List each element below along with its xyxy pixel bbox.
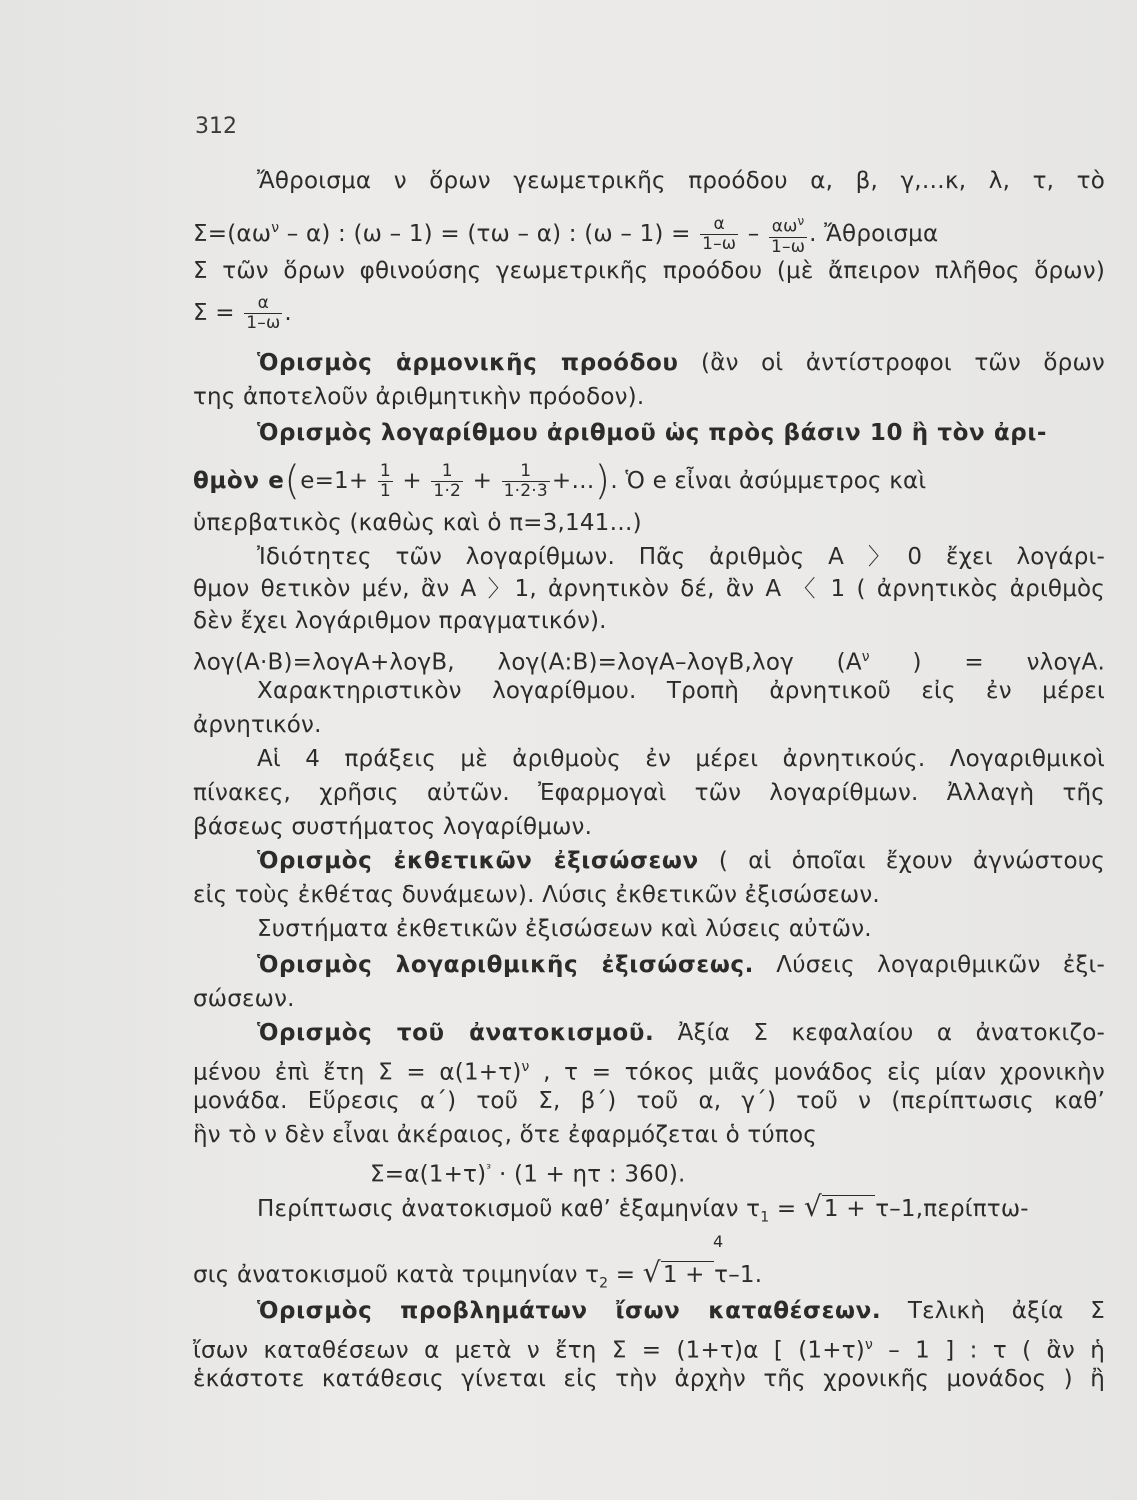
formula-line [193,294,1105,333]
text: . Ὁ e εἶναι ἀσύμμετρος καὶ [610,468,927,494]
text-line: ἀρνητικόν. [193,712,322,738]
formula-text: λογ(Α·Β)=λογΑ+λογΒ, λογ(Α:Β)=λογΑ–λογΒ,λογ (Α [193,649,862,676]
fraction: $\frac{\alpha}{1-\omega}$ [246,293,281,333]
radicand: 1 + [823,1196,874,1222]
paren: ) [594,458,611,504]
text-line: εἰς τοὺς ἐκθέτας δυνάμεων). Λύσις ἐκθετικῶν ἐξισώσεων. [193,882,880,908]
formula-text: , τ = τόκος μιᾶς μονάδος εἰς μίαν χρονικὴν [529,1059,1106,1086]
exponent: ν [271,220,280,237]
formula-text: ) = νλογΑ. [869,649,1105,676]
text-line: πίνακες, χρῆσις αὐτῶν. Ἐφαρμογαὶ τῶν λογαρίθμων. Ἀλλαγὴ τῆς [193,780,1105,806]
section-heading: θμὸν e [193,468,285,494]
section-heading: Ὁρισμὸς λογαριθμικῆς ἐξισώσεως. [257,952,754,978]
formula-text: = [769,1196,804,1222]
formula-text: +… [551,468,595,494]
exponent: ν [861,649,870,665]
radicand: 1 + [662,1262,713,1288]
paren: ( [284,458,301,504]
formula-text: = [608,1262,643,1288]
heading-line [257,1018,1105,1048]
radical-sign: √ [803,1190,822,1223]
text-line: Αἱ 4 πράξεις μὲ ἀριθμοὺς ἐν μέρει ἀρνητικούς. Λογαριθμικοὶ [257,746,1105,772]
fraction: $\frac{1}{1\cdot 2\cdot 3}$ [503,461,548,501]
formula-line [193,1052,1105,1088]
exponent: ν [864,1337,873,1353]
formula-text: + [402,468,422,494]
formula-text: . [284,300,292,326]
page-number: 312 [195,114,237,139]
text-line: σώσεων. [193,986,295,1012]
text-line: ἣν τὸ ν δὲν εἶναι ἀκέραιος, ὅτε ἐφαρμόζεται ὁ τύπος [193,1122,817,1148]
formula-text: σις ἀνατοκισμοῦ κατὰ τριμηνίαν τ [193,1262,600,1288]
heading-line [257,950,1105,980]
formula-line [370,1154,970,1190]
formula-line [193,458,1105,504]
heading-line [257,418,1105,448]
root-index: 4 [713,1232,724,1251]
fraction: $\frac{1}{1}$ [379,461,391,501]
section-heading: Ὁρισμὸς ἐκθετικῶν ἐξισώσεων [257,848,699,874]
text-line: Συστήματα ἐκθετικῶν ἐξισώσεων καὶ λύσεις αὐτῶν. [257,916,872,942]
formula-text: Σ=(αω [193,220,272,247]
formula-text: . Ἄθροισμα [809,220,939,247]
text-line: Χαρακτηριστικὸν λογαρίθμου. Τροπὴ ἀρνητικοῦ εἰς ἐν μέρει [257,678,1105,704]
formula-text: Περίπτωσις ἀνατοκισμοῦ καθ’ ἑξαμηνίαν τ [257,1196,761,1222]
heading-line [257,1296,1105,1326]
formula-text: ἴσων καταθέσεων α μετὰ ν ἔτη Σ = (1+τ)α [ (1+τ) [193,1337,865,1364]
text-line: ἑκάστοτε κατάθεσις γίνεται εἰς τὴν ἀρχὴν τῆς χρονικῆς μονάδος ) ἢ [193,1366,1105,1392]
formula-text: – [747,220,760,247]
heading-line [257,348,1105,378]
formula-line [257,1192,1105,1233]
formula-text: – 1 ] : τ ( ἂν ἡ [872,1337,1105,1364]
radical-sign: √ [642,1256,661,1289]
section-heading: Ὁρισμὸς προβλημάτων ἴσων καταθέσεων. [257,1298,882,1324]
formula-text: Σ = [193,300,235,326]
formula-line [193,1258,1105,1299]
formula-line [193,1330,1105,1366]
formula-text: τ–1. [714,1262,763,1288]
formula-text: · (1 + ητ : 360). [491,1161,686,1188]
formula-line [193,212,1105,257]
formula-line [193,642,1105,678]
formula-text: e=1+ [300,468,369,494]
fraction: $\frac{1}{1\cdot 2}$ [433,461,462,501]
section-heading: Ὁρισμὸς τοῦ ἀνατοκισμοῦ. [257,1020,655,1046]
text-line: Ἰδιότητες τῶν λογαρίθμων. Πᾶς ἀριθμὸς Α 〉0 ἔχει λογάρι- [257,544,1105,570]
text: Λύσεις λογαριθμικῶν ἐξι- [754,952,1105,978]
text: Τελικὴ ἀξία Σ [881,1298,1105,1324]
text-line: Ἄθροισμα ν ὅρων γεωμετρικῆς προόδου α, β, γ,…κ, λ, τ, τὸ [257,168,1105,194]
fraction: $\frac{\alpha}{1-\omega}$ [702,213,737,254]
text-line: μονάδα. Εὕρεσις α΄) τοῦ Σ, β΄) τοῦ α, γ΄) τοῦ ν (περίπτωσις καθ’ [193,1088,1105,1114]
formula-text: τ–1,περίπτω- [875,1196,1029,1222]
text-line: δὲν ἔχει λογάριθμον πραγματικόν). [193,608,607,634]
exponent: ν [521,1059,530,1075]
subscript: 1 [760,1209,770,1226]
text-line: βάσεως συστήματος λογαρίθμων. [193,814,593,840]
formula-text: – α) : (ω – 1) = (τω – α) : (ω – 1) = [279,220,691,247]
text: ( αἱ ὁποῖαι ἔχουν ἀγνώστους [698,848,1106,874]
fraction: $\frac{\alpha\omega^\nu}{1-\omega}$ [770,214,806,257]
formula-text: Σ=α(1+τ) [370,1161,487,1188]
section-heading: Ὁρισμὸς ἁρμονικῆς προόδου [257,350,679,376]
text-line: θμον θετικὸν μέν, ἂν Α 〉1, ἀρνητικὸν δέ, ἂν Α 〈 1 ( ἀρνητικὸς ἀριθμὸς [193,576,1105,602]
text-line: της ἀποτελοῦν ἀριθμητικὴν πρόοδον). [193,384,645,410]
formula-text: μένου ἐπὶ ἔτη Σ = α(1+τ) [193,1059,522,1086]
formula-text: + [472,468,493,494]
subscript: 2 [599,1275,609,1292]
exponent: ᵌ [486,1161,492,1177]
text-line: Σ τῶν ὅρων φθινούσης γεωμετρικῆς προόδου (μὲ ἄπειρον πλῆθος ὅρων) [193,258,1105,284]
text: (ἂν οἱ ἀντίστροφοι τῶν ὅρων [678,350,1105,376]
text: Ἀξία Σ κεφαλαίου α ἀνατοκιζο- [654,1020,1105,1046]
section-heading: Ὁρισμὸς λογαρίθμου ἀριθμοῦ ὡς πρὸς βάσιν 10 ἢ τὸν ἀρι- [257,420,1048,446]
heading-line [257,846,1105,876]
text-line: ὑπερβατικὸς (καθὼς καὶ ὁ π=3,141…) [193,510,642,536]
